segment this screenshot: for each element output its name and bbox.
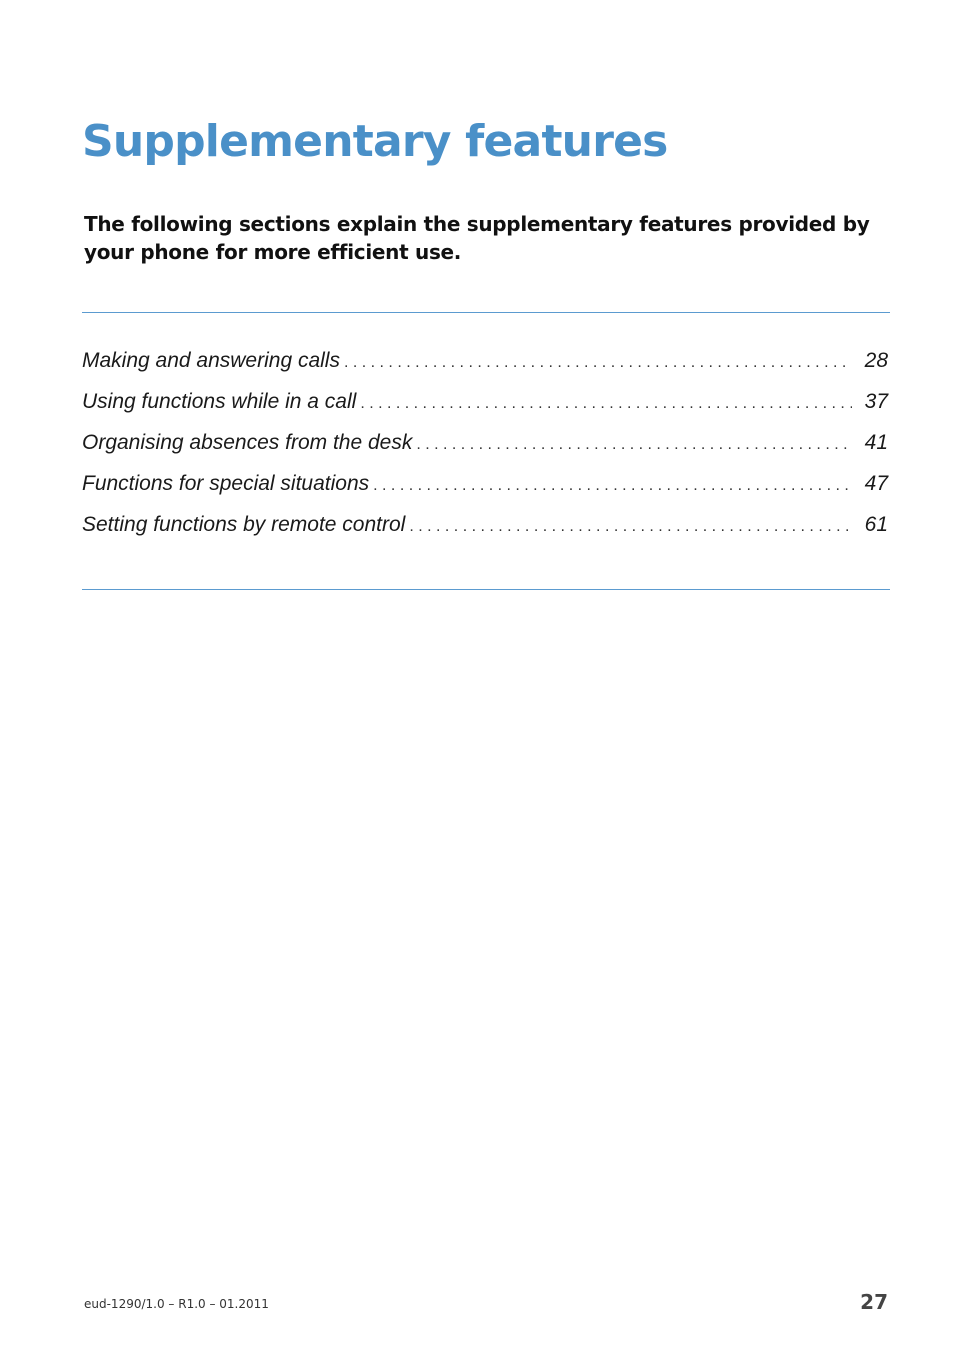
toc-leader-dots [360,395,852,413]
toc-item-setting-functions-by-remote-control[interactable] [82,513,888,554]
bottom-divider [82,589,890,590]
toc-leader-dots [344,354,852,372]
page-title: Supplementary features [82,116,668,167]
toc-item-page: 61 [864,513,888,536]
toc-item-label: Making and answering calls [82,349,340,372]
toc-item-label: Functions for special situations [82,472,370,495]
toc-item-functions-for-special-situations[interactable] [82,472,888,513]
toc-item-label: Setting functions by remote control [82,513,406,536]
toc-item-using-functions-while-in-a-call[interactable] [82,390,888,431]
toc-item-page: 47 [864,472,888,495]
toc-item-making-and-answering-calls[interactable] [82,349,888,390]
table-of-contents [82,349,888,554]
toc-leader-dots [416,436,852,454]
footer-document-id: eud-1290/1.0 – R1.0 – 01.2011 [84,1297,269,1311]
toc-leader-dots [409,518,852,536]
footer-page-number: 27 [860,1290,888,1314]
toc-item-page: 37 [864,390,888,413]
toc-item-label: Organising absences from the desk [82,431,413,454]
top-divider [82,312,890,313]
toc-item-organising-absences-from-the-desk[interactable] [82,431,888,472]
toc-item-label: Using functions while in a call [82,390,357,413]
toc-leader-dots [373,477,852,495]
toc-item-page: 28 [864,349,888,372]
intro-text: The following sections explain the supplementary features provided by your phone for more efficient use. [84,212,870,264]
toc-item-page: 41 [864,431,888,454]
